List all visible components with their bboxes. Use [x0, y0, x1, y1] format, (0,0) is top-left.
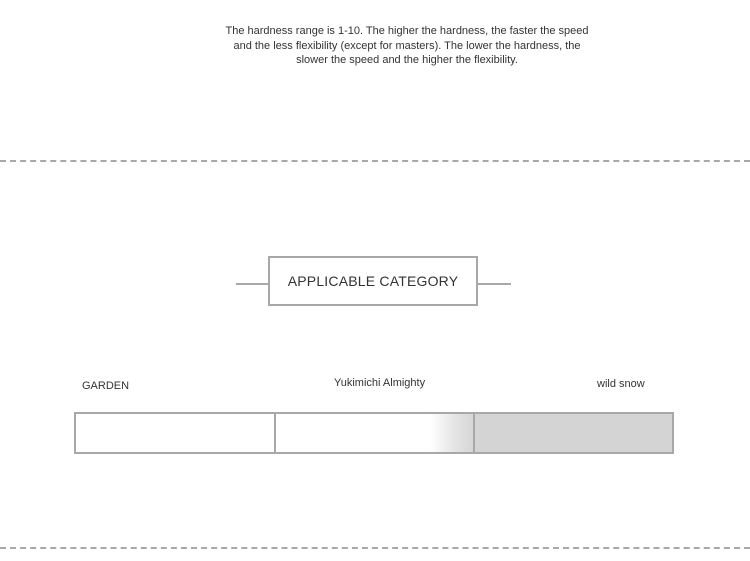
divider-bottom: [0, 547, 750, 549]
category-label-garden: GARDEN: [82, 380, 130, 392]
category-title-box: [268, 256, 478, 306]
category-segment-yukimichi-almighty: [276, 414, 475, 452]
category-bar: [74, 412, 674, 454]
category-title: APPLICABLE CATEGORY: [287, 273, 459, 289]
title-line-right: [476, 283, 511, 285]
category-segment-wild-snow: [475, 414, 672, 452]
hardness-description: The hardness range is 1-10. The higher the hardness, the faster the speed and the less flexibility (except for masters). The lower the hardness, the slower the speed and the higher the flexibility.: [225, 25, 589, 66]
divider-top: [0, 160, 750, 162]
category-label-wild-snow: wild snow: [597, 378, 645, 390]
title-line-left: [236, 283, 270, 285]
category-label-yukimichi-almighty: Yukimichi Almighty: [334, 377, 426, 389]
category-segment-garden: [76, 414, 276, 452]
